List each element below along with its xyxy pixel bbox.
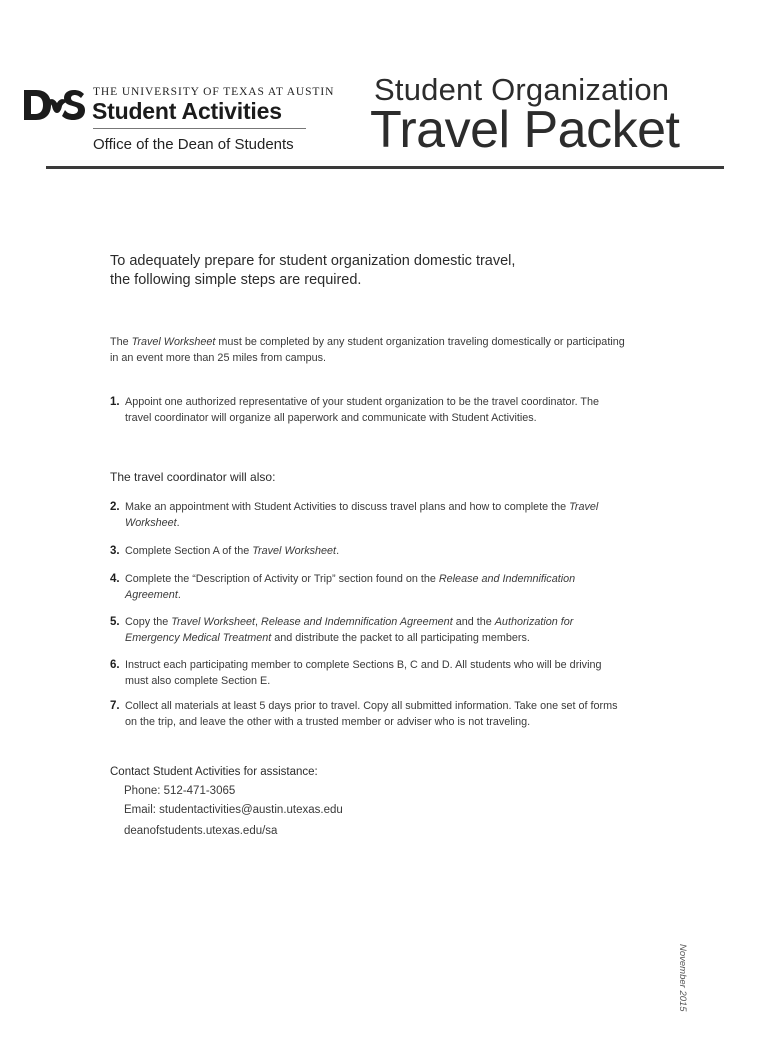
contact-phone: Phone: 512-471-3065 xyxy=(124,785,236,797)
intro-line-1: To adequately prepare for student organization domestic travel, xyxy=(110,253,516,269)
step-text-italic: Authorization for Emergency Medical Treatment xyxy=(125,616,574,644)
lead-worksheet: Travel Worksheet xyxy=(131,336,216,348)
step-text-italic: Travel Worksheet xyxy=(171,616,256,628)
title-line-1: Student Organization xyxy=(374,72,670,107)
step-text-part: Make an appointment with Student Activities to discuss travel plans and how to complete the xyxy=(125,501,570,513)
step-number: 7. xyxy=(110,700,120,712)
step-number: 2. xyxy=(110,501,120,513)
lead-pre: The xyxy=(110,336,132,348)
contact-email: Email: studentactivities@austin.utexas.edu xyxy=(124,804,343,816)
step-7 xyxy=(110,698,625,730)
intro-text xyxy=(110,252,630,290)
contact-website: deanofstudents.utexas.edu/sa xyxy=(124,825,278,837)
step-text-italic: Travel Worksheet xyxy=(125,501,599,529)
contact-heading: Contact Student Activities for assistance: xyxy=(110,766,318,778)
footer-date: November 2015 xyxy=(677,944,688,1012)
step-text-part: Copy the xyxy=(125,616,172,628)
step-text: Appoint one authorized representative of your student organization to be the travel coordinator. The travel coordinator will organize all paperwork and communicate with Student Activities. xyxy=(125,396,599,424)
step-text xyxy=(125,499,625,531)
lead-post: must be completed by any student organization traveling domestically or participating in an event more than 25 miles from campus. xyxy=(110,336,625,364)
university-name: THE UNIVERSITY OF TEXAS AT AUSTIN xyxy=(93,86,335,98)
step-5 xyxy=(110,614,625,646)
header-divider xyxy=(46,166,724,169)
step-number: 6. xyxy=(110,659,120,671)
office-name: Office of the Dean of Students xyxy=(93,136,294,153)
lead-paragraph xyxy=(110,334,630,366)
step-text-part: . xyxy=(177,589,181,601)
step-text-part: Complete Section A of the xyxy=(125,545,253,557)
step-number: 3. xyxy=(110,545,120,557)
step-text-part: and distribute the packet to all participating members. xyxy=(271,632,530,644)
intro-line-2: the following simple steps are required. xyxy=(110,272,362,288)
step-number: 5. xyxy=(110,616,120,628)
step-text-part: . xyxy=(336,545,340,557)
step-text-part: , xyxy=(255,616,262,628)
coordinator-heading: The travel coordinator will also: xyxy=(110,470,276,484)
step-text: Collect all materials at least 5 days prior to travel. Copy all submitted information. Take one set of forms on the trip, and leave the other with a trusted member or adviser who is not traveling. xyxy=(125,700,618,728)
department-name: Student Activities xyxy=(92,98,282,124)
step-4 xyxy=(110,571,625,603)
step-text-part: Complete the “Description of Activity or Trip” section found on the xyxy=(125,573,439,585)
step-2 xyxy=(110,499,625,531)
step-text xyxy=(125,571,625,603)
dos-logo xyxy=(22,86,86,124)
step-text xyxy=(125,543,625,559)
title-line-2: Travel Packet xyxy=(370,101,680,159)
step-text-italic: Release and Indemnification Agreement xyxy=(261,616,453,628)
step-text-italic: Travel Worksheet xyxy=(252,545,337,557)
step-3 xyxy=(110,543,625,559)
step-text-part: and the xyxy=(452,616,495,628)
step-number: 1. xyxy=(110,396,120,408)
step-text-part: . xyxy=(176,517,180,529)
step-text-italic: Release and Indemnification Agreement xyxy=(125,573,576,601)
step-1 xyxy=(110,394,625,426)
step-text xyxy=(125,614,625,646)
step-number: 4. xyxy=(110,573,120,585)
step-6 xyxy=(110,657,625,689)
step-text: Instruct each participating member to complete Sections B, C and D. All students who will be driving must also complete Section E. xyxy=(125,659,602,687)
header-divider-small xyxy=(93,128,306,129)
